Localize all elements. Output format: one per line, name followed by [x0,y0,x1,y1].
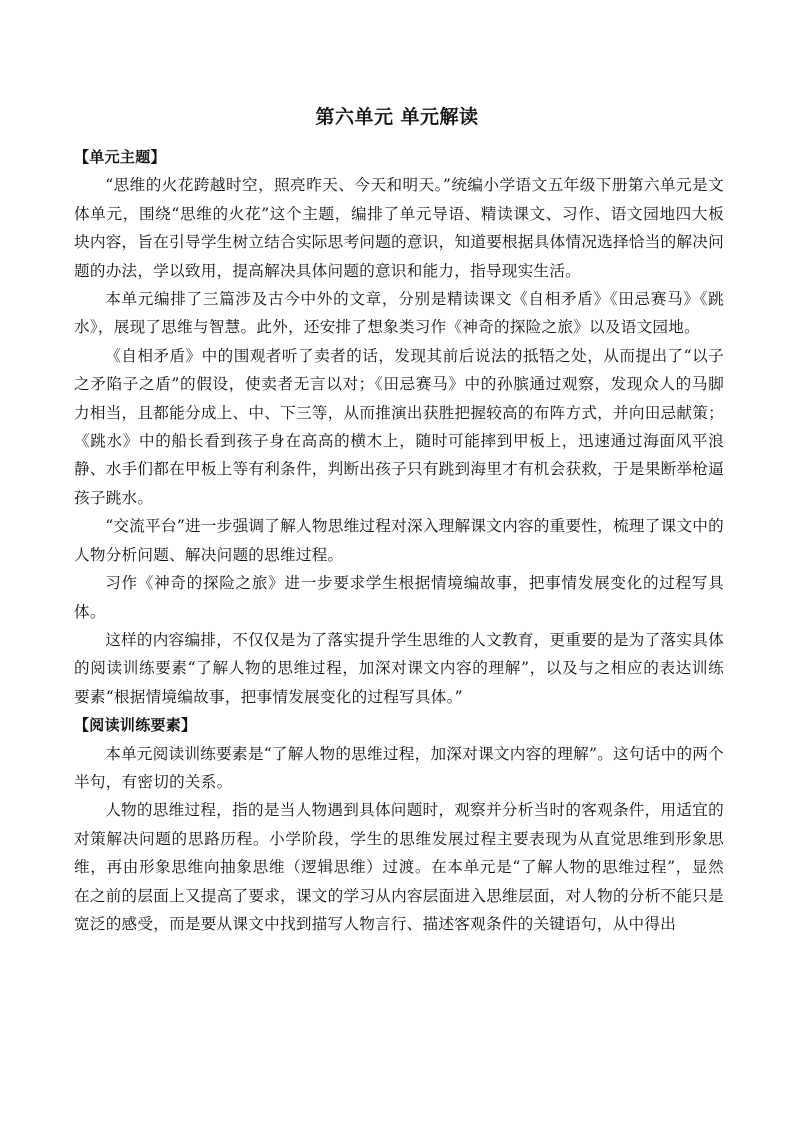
document-body [74,143,724,938]
paragraph: 人物的思维过程，指的是当人物遇到具体问题时，观察并分析当时的客观条件，用适宜的对策解决问题的思路历程。小学阶段，学生的思维发展过程主要表现为从直觉思维到形象思维，再由形象思维向抽象思维（逻辑思维）过渡。在本单元是“了解人物的思维过程”，显然在之前的层面上又提高了要求，课文的学习从内容层面进入思维层面，对人物的分析不能只是宽泛的感受，而是要从课文中找到描写人物言行、描述客观条件的关键语句，从中得出 [74,801,724,933]
paragraph: 《自相矛盾》中的围观者听了卖者的话，发现其前后说法的抵牾之处，从而提出了“以子之矛陷子之盾”的假设，使卖者无言以对；《田忌赛马》中的孙膑通过观察，发现众人的马脚力相当，且都能分成上、中、下三等，从而推演出获胜把握较高的布阵方式，并向田忌献策；《跳水》中的船长看到孩子身在高高的横木上，随时可能摔到甲板上，迅速通过海面风平浪静、水手们都在甲板上等有利条件，判断出孩子只有跳到海里才有机会获救，于是果断举枪逼孩子跳水。 [74,346,724,507]
paragraph: 习作《神奇的探险之旅》进一步要求学生根据情境编故事，把事情发展变化的过程写具体。 [74,574,724,621]
page-title: 第六单元 单元解读 [315,106,479,128]
section-heading-unit-theme: 【单元主题】 [74,148,166,166]
paragraph: 本单元阅读训练要素是“了解人物的思维过程，加深对课文内容的理解”。这句话中的两个半句，有密切的关系。 [74,744,724,791]
paragraph: “思维的火花跨越时空，照亮昨天、今天和明天。”统编小学语文五年级下册第六单元是文体单元，围绕“思维的火花”这个主题，编排了单元导语、精读课文、习作、语文园地四大板块内容，旨在引导学生树立结合实际思考问题的意识，知道要根据具体情况选择恰当的解决问题的办法，学以致用，提高解决具体问题的意识和能力，指导现实生活。 [74,176,724,280]
section-heading-reading-elements: 【阅读训练要素】 [74,716,197,735]
paragraph: 这样的内容编排，不仅仅是为了落实提升学生思维的人文教育，更重要的是为了落实具体的阅读训练要素“了解人物的思维过程，加深对课文内容的理解”，以及与之相应的表达训练要素“根据情境编故事，把事情发展变化的过程写具体。” [74,630,724,706]
paragraph: 本单元编排了三篇涉及古今中外的文章，分别是精读课文《自相矛盾》《田忌赛马》《跳水》，展现了思维与智慧。此外，还安排了想象类习作《神奇的探险之旅》以及语文园地。 [74,290,724,337]
paragraph: “交流平台”进一步强调了解人物思维过程对深入理解课文内容的重要性，梳理了课文中的人物分析问题、解决问题的思维过程。 [74,517,724,564]
